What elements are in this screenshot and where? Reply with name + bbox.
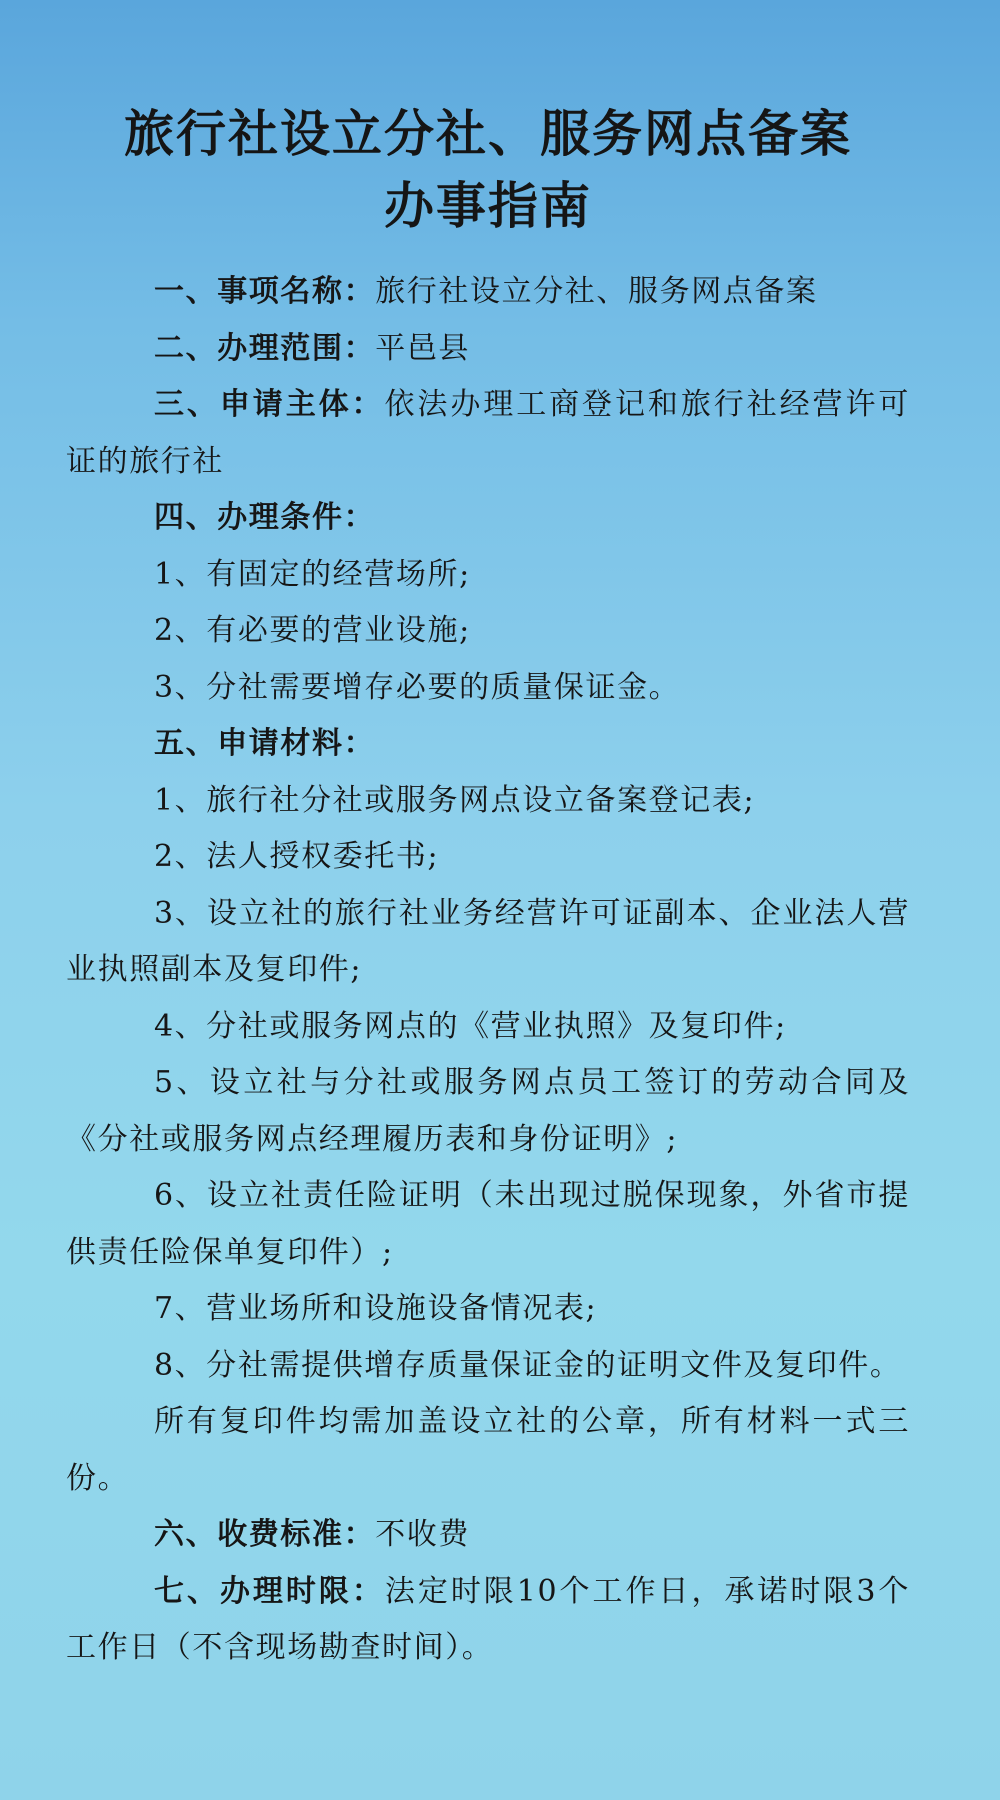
section-label: 七、办理时限： <box>154 1573 385 1609</box>
list-item: 3、分社需要增存必要的质量保证金。 <box>154 669 681 705</box>
section-value: 依法办理工商登记和旅行社经营许可证的旅行社 <box>66 387 910 479</box>
section-fees <box>66 1507 910 1564</box>
section-value: 旅行社设立分社、服务网点备案 <box>375 274 818 309</box>
section-item-name <box>66 264 910 321</box>
section-label: 三、申请主体： <box>154 387 385 422</box>
section-value: 不收费 <box>375 1517 471 1552</box>
section-label: 二、办理范围： <box>154 330 376 366</box>
list-item: 1、有固定的经营场所; <box>154 556 471 592</box>
title-line-2: 办事指南 <box>384 177 592 235</box>
list-item: 5、设立社与分社或服务网点员工签订的劳动合同及《分社或服务网点经理履历表和身份证明》; <box>66 1065 910 1157</box>
list-item: 2、法人授权委托书; <box>154 839 440 874</box>
page-title <box>66 98 910 242</box>
list-item: 6、设立社责任险证明（未出现过脱保现象，外省市提供责任险保单复印件）; <box>66 1178 910 1270</box>
list-item: 4、分社或服务网点的《营业执照》及复印件; <box>154 1008 787 1044</box>
section-label: 六、收费标准： <box>154 1517 376 1552</box>
section-scope <box>66 321 910 378</box>
materials-note: 所有复印件均需加盖设立社的公章，所有材料一式三份。 <box>66 1404 910 1496</box>
guide-content <box>66 264 910 1677</box>
section-label: 一、事项名称： <box>154 274 376 309</box>
list-item: 7、营业场所和设施设备情况表; <box>154 1291 598 1326</box>
list-item: 1、旅行社分社或服务网点设立备案登记表; <box>154 782 756 818</box>
section-subject <box>66 377 910 490</box>
section-value: 平邑县 <box>375 330 471 366</box>
section-label: 四、办理条件： <box>154 500 376 535</box>
section-time-limit <box>66 1564 910 1677</box>
section-conditions <box>66 490 910 547</box>
title-line-1: 旅行社设立分社、服务网点备案 <box>124 105 852 163</box>
list-item: 8、分社需提供增存质量保证金的证明文件及复印件。 <box>154 1347 902 1383</box>
section-materials <box>66 716 910 773</box>
section-value: 法定时限10个工作日，承诺时限3个工作日（不含现场勘查时间）。 <box>66 1573 910 1665</box>
list-item: 2、有必要的营业设施; <box>154 613 471 648</box>
list-item: 3、设立社的旅行社业务经营许可证副本、企业法人营业执照副本及复印件; <box>66 895 910 987</box>
section-label: 五、申请材料： <box>154 726 376 761</box>
